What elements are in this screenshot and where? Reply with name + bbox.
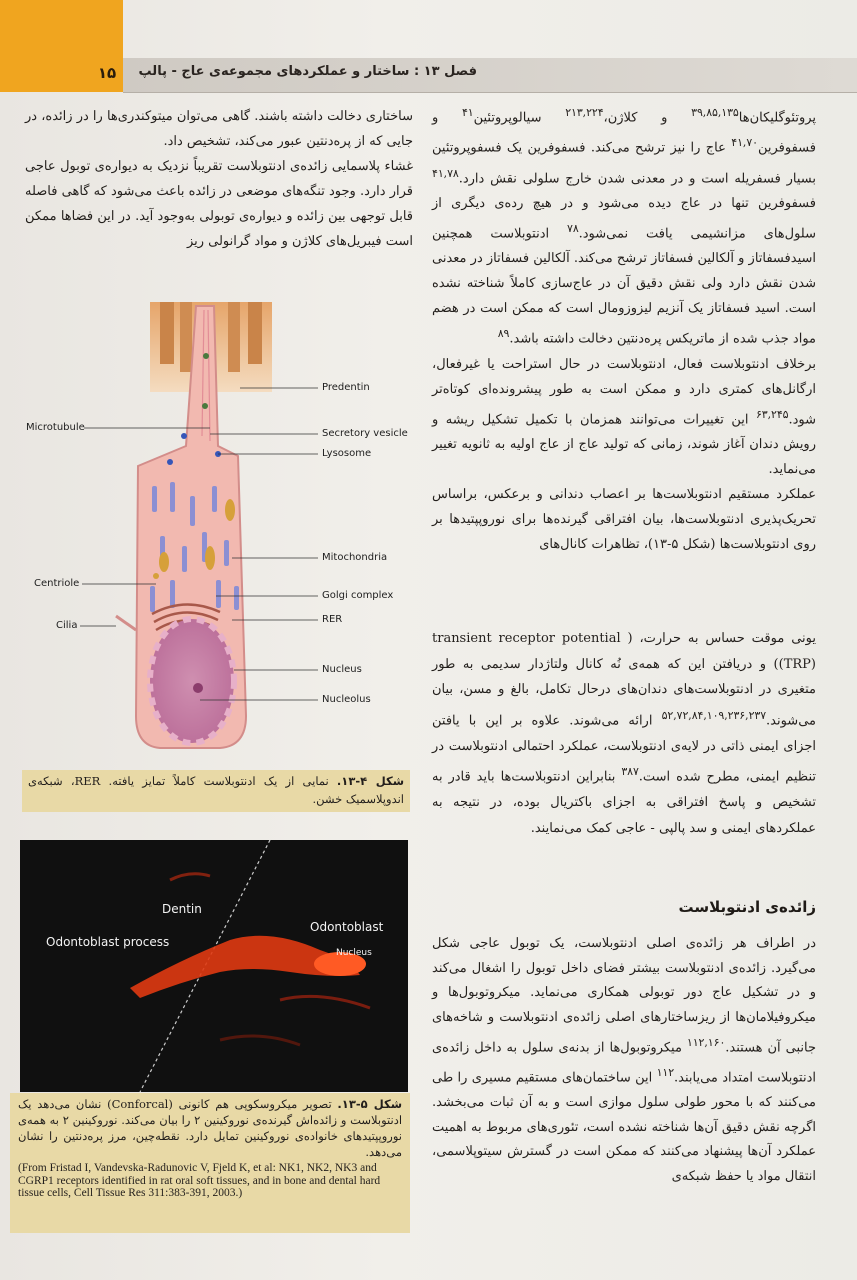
paragraph: برخلاف ادنتوبلاست فعال، ادنتوبلاست در حال استراحت یا غیرفعال، ارگانل‌های کمتری دارد و ممکن است به طور پیشرونده‌ای کوتاه‌تر شود.$^{۶۳,۲۴۵}$ این تغییرات می‌توانند همزمان با تکمیل تشکیل ریشه و رویش دندان آغاز شوند، زمانی که تولید عاج از عاج اولیه به ثانویه تغییر می‌نماید.	[432, 356, 816, 477]
paragraph: عملکرد مستقیم ادنتوبلاست‌ها بر اعصاب دندانی و برعکس، براساس تحریک‌پذیری ادنتوبلاست‌ها، بیان افتراقی گیرنده‌ها برای نوروپپتیدها بر روی ادنتوبلاست‌ها (شکل ۵-۱۳)، تظاهرات کانال‌های	[432, 486, 816, 552]
label-nucleus: Nucleus	[322, 664, 362, 675]
section-heading: زائده‌ی ادنتوبلاست	[678, 898, 816, 916]
label-centriole: Centriole	[34, 578, 80, 589]
micrograph-drawing	[20, 840, 408, 1092]
label-mitochondria: Mitochondria	[322, 552, 388, 563]
figure-caption	[22, 770, 410, 812]
paragraph: پروتئوگلیکان‌ها$^{۳۹,۸۵,۱۳۵}$ و کلاژن،$^{۲۱۳,۲۲۴}$ سیالوپروتئین$^{۴۱}$ و فسفوفرین$^{۴۱,۷۰}$ عاج را نیز ترشح می‌کند. فسفوفرین یک فسفوپروتئین بسیار فسفریله است و در معدنی شدن خارج سلولی نقش دارد.$^{۴۱,۷۸}$ فسفوفرین تنها در عاج دیده می‌شود و در هیچ رده‌ی دیگری از سلول‌های مزانشیمی یافت نمی‌شود.$^{۷۸}$ ادنتوبلاست همچنین اسیدفسفاتاز و آلکالین فسفاتاز ترشح می‌کند. آلکالین فسفاتاز در معدنی شدن نقش دارد ولی نقش دقیق آن در عاج‌سازی کاملاً شناخته نشده است. اسید فسفاتاز یک آنزیم لیزوزومال است که ممکن است در هضم مواد جذب شده از ماتریکس پره‌دنتین دخالت داشته باشد.$^{۸۹}$	[432, 106, 817, 347]
trp-paragraph-block	[432, 626, 816, 841]
centriole	[153, 573, 159, 579]
caption-citation: (From Fristad I, Vandevska-Radunovic V, Fjeld K, et al: NK1, NK2, NK3 and CGRP1 receptors identified in rat oral soft tissues, and in bone and dental hard tissue cells, Cell Tissue Res 311:383-391, 2003.)	[18, 1162, 381, 1199]
figure-number: شکل ۴-۱۳.	[336, 774, 405, 788]
nucleus	[150, 619, 234, 743]
section-text	[432, 932, 816, 1190]
label-microtubule: Microtubule	[26, 422, 85, 433]
caption-text: نمایی از یک ادنتوبلاست کاملاً تمایز یافته. RER، شبکه‌ی اندوپلاسمیک خشن.	[28, 774, 404, 806]
left-column-text	[25, 104, 413, 254]
label-odontoblast-process: Odontoblast process	[46, 935, 170, 949]
label-golgi: Golgi complex	[322, 590, 394, 601]
odontoblast-illustration	[20, 296, 412, 766]
label-rer: RER	[322, 614, 343, 625]
cilia	[116, 616, 136, 630]
caption-text: تصویر میکروسکوپی هم کانونی (Conforcal) نشان می‌دهد یک ادنتوبلاست و زائده‌اش گیرنده‌ی نوروکینین ۲ را بیان می‌کند. نوروکینین ۲ به همه‌ی نوروپپتیدهای خانواده‌ی نوروکینین تمایل دارد. نقطه‌چین، مرز پره‌دنتین را نشان می‌دهد.	[18, 1097, 403, 1159]
label-secretory-vesicle: Secretory vesicle	[322, 428, 408, 439]
label-cilia: Cilia	[56, 620, 78, 631]
nucleolus	[193, 683, 203, 693]
label-nucleus-micro: Nucleus	[336, 948, 372, 958]
label-dentin: Dentin	[162, 902, 202, 916]
label-lysosome: Lysosome	[322, 448, 372, 459]
chapter-title: فصل ۱۳ : ساختار و عملکردهای مجموعه‌ی عاج - پالپ	[138, 64, 477, 79]
figure-caption	[10, 1093, 410, 1233]
page-number: ۱۵	[97, 64, 117, 82]
confocal-micrograph	[20, 840, 408, 1092]
label-nucleolus: Nucleolus	[322, 694, 371, 705]
paragraph: غشاء پلاسمایی زائده‌ی ادنتوبلاست تقریباً نزدیک به دیواره‌ی توبول عاجی قرار دارد. وجود تنگه‌های موضعی در زائده باعث می‌شود که گاهی فاصله قابل توجهی بین زائده و دیواره‌ی توبولی به‌وجود آید. در این فضاها ممکن است فیبریل‌های کلاژن و مواد گرانولی ریز	[25, 159, 413, 249]
paragraph: یونی موقت حساس به حرارت، ( transient receptor potential (TRP)) و دریافتن این که همه‌ی نُه کانال ولتاژدار سدیمی به طور متغیری در ادنتوبلاست‌های دندان‌های درحال تکامل، بالغ و مسن، بیان می‌شوند.$^{۵۲,۷۲,۸۴,۱۰۹,۲۳۶,۲۳۷}$ ارائه می‌شوند. علاوه بر این با یافتن اجزای ایمنی ذاتی در لایه‌ی ادنتوبلاست، عملکرد احتمالی ادنتوبلاست در تنظیم ایمنی، مطرح شده است.$^{۳۸۷}$ بنابراین ادنتوبلاست‌ها باید قادر به تشخیص و پاسخ افتراقی به اجزای باکتریال بوده، در نتیجه به عملکردهای ایمنی و سد پالپی - عاجی کمک می‌نمایند.	[432, 631, 816, 836]
label-odontoblast: Odontoblast	[310, 920, 384, 934]
right-column-text	[432, 100, 816, 557]
figure-number: شکل ۵-۱۳.	[337, 1097, 403, 1111]
label-predentin: Predentin	[322, 382, 370, 393]
paragraph: در اطراف هر زائده‌ی اصلی ادنتوبلاست، یک توبول عاجی شکل می‌گیرد. زائده‌ی ادنتوبلاست بیشتر فضای داخل توبول را اشغال می‌کند و در تشکیل عاج دور توبولی همکاری می‌نماید. میکروتوبول‌ها و میکروفیلامان‌ها از ریزساختارهای اصلی زائده‌ی ادنتوبلاست و شاخه‌های جانبی آن هستند.$^{۱۱۲,۱۶۰}$ میکروتوبول‌ها از بدنه‌ی سلول به داخل زائده‌ی ادنتوبلاست امتداد می‌یابند.$^{۱۱۲}$ این ساختمان‌های مستقیم مسیری را طی می‌کنند که با محور طولی سلول موازی است و به آن ثبات می‌بخشد. اگرچه نقش دقیق آن‌ها شناخته نشده است، تئوری‌های مربوط به اهمیت عملکرد آن‌ها پیشنهاد می‌کنند که ممکن است در گسترش سیتوپلاسمی، انتقال مواد یا حفظ شبکه‌ی	[432, 936, 817, 1184]
paragraph: ساختاری دخالت داشته باشند. گاهی می‌توان میتوکندری‌ها را در زائده، در جایی که از پره‌دنتین عبور می‌کند، تشخیص داد.	[25, 109, 413, 149]
